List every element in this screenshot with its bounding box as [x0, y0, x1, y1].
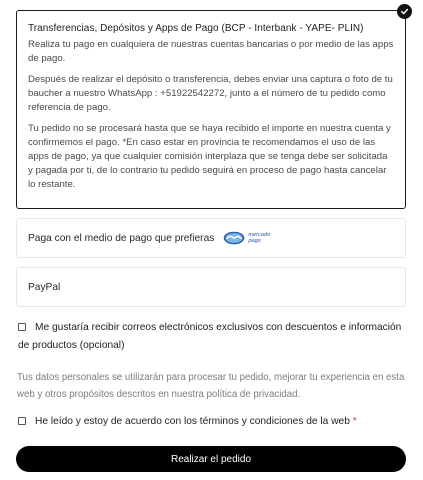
terms-text: He leído y estoy de acuerdo con los	[35, 416, 200, 427]
paypal-label: PayPal	[28, 281, 61, 293]
payment-method-paypal[interactable]	[16, 267, 406, 307]
mercadopago-label: Paga con el medio de pago que prefieras	[28, 232, 215, 244]
terms-link[interactable]: términos y condiciones	[199, 416, 304, 427]
payment-instructions-3: Tu pedido no se procesará hasta que se haya recibido el importe en nuestra cuenta y confirmemos el pago. *En caso estar en provincia te recomendamos el uso de las apps de pago, ya que cualquier comisión interplaza que se tenga debe ser solicitada y pagada por ti, de lo contrario tu pedido seguirá en proceso de pago hasta cancelar lo restante.	[28, 123, 391, 190]
privacy-text-end: .	[297, 389, 301, 400]
terms-text-end: de la web	[303, 416, 353, 427]
checkmark-icon	[397, 4, 412, 19]
newsletter-optin-label: Me gustaría recibir correos electrónicos exclusivos con descuentos e información de productos (opcional)	[18, 322, 402, 351]
mercadopago-logo-text-1: mercado	[248, 232, 271, 238]
terms-agreement	[18, 416, 357, 427]
place-order-button[interactable]: Realizar el pedido	[16, 446, 406, 472]
payment-method-mercadopago[interactable]	[16, 218, 406, 258]
terms-checkbox[interactable]	[18, 417, 26, 425]
newsletter-checkbox[interactable]	[18, 323, 26, 331]
privacy-policy-link[interactable]: política de privacidad	[206, 389, 298, 400]
privacy-notice	[17, 369, 412, 403]
newsletter-optin	[18, 319, 410, 355]
mercadopago-logo-text-2: pago	[248, 238, 261, 244]
payment-instructions-1: Realiza tu pago en cualquiera de nuestras cuentas bancarias o por medio de las apps de pago.	[28, 39, 394, 64]
required-mark: *	[352, 416, 357, 427]
mercadopago-logo-icon	[223, 231, 270, 245]
payment-method-transfer[interactable]	[16, 10, 406, 209]
payment-method-title: Transferencias, Depósitos y Apps de Pago (BCP - Interbank - YAPE- PLIN)	[28, 23, 364, 34]
privacy-text: Tus datos personales se utilizarán para procesar tu pedido, mejorar tu experiencia en esta web y otros propósitos descritos en nuestra	[17, 372, 405, 400]
payment-instructions-2: Después de realizar el depósito o transferencia, debes enviar una captura o foto de tu baucher a nuestro WhatsApp : +51922542272, junto a el número de tu pedido como referencia de pago.	[28, 74, 393, 113]
